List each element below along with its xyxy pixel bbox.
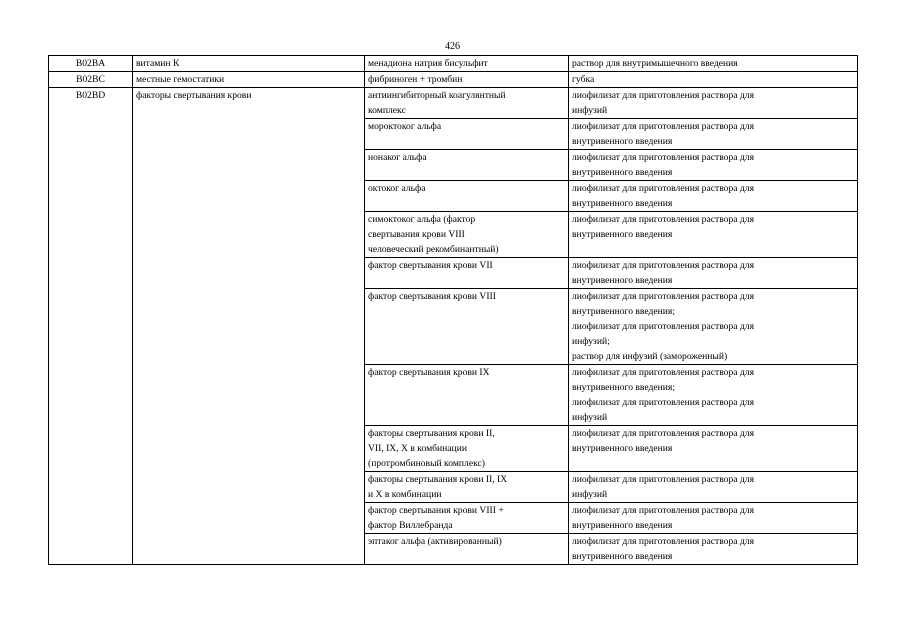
atc-group: витамин К	[133, 56, 365, 72]
drug-name-line: симоктоког альфа (фактор	[368, 214, 476, 225]
dosage-form-line: раствор для инфузий (замороженный)	[572, 351, 728, 362]
dosage-form-line: лиофилизат для приготовления раствора для	[572, 90, 754, 101]
dosage-form-line: лиофилизат для приготовления раствора для	[572, 321, 754, 332]
drug-name	[365, 119, 569, 150]
drug-name	[365, 88, 569, 119]
drug-name	[365, 472, 569, 503]
dosage-form-line: лиофилизат для приготовления раствора для	[572, 536, 754, 547]
atc-group: факторы свертывания крови	[133, 88, 365, 565]
drug-name-line: факторы свертывания крови II, IX	[368, 474, 508, 485]
dosage-form-line: внутривенного введения	[572, 198, 673, 209]
dosage-form-line: инфузий;	[572, 336, 610, 347]
drug-name-line: и X в комбинации	[368, 489, 442, 500]
dosage-form	[569, 212, 858, 258]
dosage-form	[569, 472, 858, 503]
dosage-form-line: лиофилизат для приготовления раствора для	[572, 367, 754, 378]
dosage-form-line: лиофилизат для приготовления раствора для	[572, 260, 754, 271]
drug-name	[365, 150, 569, 181]
dosage-form	[569, 426, 858, 472]
dosage-form	[569, 181, 858, 212]
drug-name	[365, 181, 569, 212]
atc-code: B02BC	[49, 72, 133, 88]
dosage-form-line: раствор для внутримышечного введения	[572, 58, 738, 69]
atc-code: B02BD	[49, 88, 133, 565]
page-number: 426	[445, 41, 460, 52]
atc-group: местные гемостатики	[133, 72, 365, 88]
drug-name-line: свертывания крови VIII	[368, 229, 465, 240]
drug-name-line: мороктоког альфа	[368, 121, 442, 132]
dosage-form-line: внутривенного введения	[572, 520, 673, 531]
drug-name-line: фактор Виллебранда	[368, 520, 453, 531]
drug-name-line: фактор свертывания крови IX	[368, 367, 490, 378]
drug-name-line: октоког альфа	[368, 183, 426, 194]
drug-name-line: фибриноген + тромбин	[368, 74, 463, 85]
dosage-form-line: внутривенного введения	[572, 443, 673, 454]
dosage-form	[569, 72, 858, 88]
dosage-form-line: лиофилизат для приготовления раствора для	[572, 152, 754, 163]
drug-name-line: факторы свертывания крови II,	[368, 428, 495, 439]
dosage-form-line: внутривенного введения	[572, 229, 673, 240]
atc-code: B02BA	[49, 56, 133, 72]
dosage-form-line: лиофилизат для приготовления раствора для	[572, 397, 754, 408]
dosage-form-line: внутривенного введения	[572, 167, 673, 178]
dosage-form-line: лиофилизат для приготовления раствора для	[572, 505, 754, 516]
drug-name	[365, 534, 569, 565]
dosage-form	[569, 258, 858, 289]
drug-name	[365, 365, 569, 426]
drug-name	[365, 289, 569, 365]
dosage-form	[569, 88, 858, 119]
dosage-form	[569, 119, 858, 150]
drug-name-line: фактор свертывания крови VII	[368, 260, 493, 271]
dosage-form-line: лиофилизат для приготовления раствора для	[572, 183, 754, 194]
drug-name-line: менадиона натрия бисульфит	[368, 58, 488, 69]
dosage-form	[569, 503, 858, 534]
dosage-form-line: внутривенного введения	[572, 136, 673, 147]
dosage-form-line: внутривенного введения	[572, 551, 673, 562]
drug-name	[365, 426, 569, 472]
drug-name	[365, 258, 569, 289]
drug-name-line: фактор свертывания крови VIII	[368, 291, 496, 302]
drug-name-line: фактор свертывания крови VIII +	[368, 505, 504, 516]
dosage-form	[569, 150, 858, 181]
dosage-form-line: внутривенного введения	[572, 275, 673, 286]
dosage-form-line: внутривенного введения;	[572, 306, 676, 317]
drug-name-line: нонаког альфа	[368, 152, 427, 163]
dosage-form	[569, 534, 858, 565]
dosage-form-line: внутривенного введения;	[572, 382, 676, 393]
drug-name-line: человеческий рекомбинантный)	[368, 244, 499, 255]
drug-name-line: VII, IX, X в комбинации	[368, 443, 467, 454]
dosage-form-line: лиофилизат для приготовления раствора для	[572, 428, 754, 439]
dosage-form	[569, 289, 858, 365]
dosage-form-line: инфузий	[572, 412, 608, 423]
table-row	[49, 88, 858, 119]
drug-name-line: антиингибиторный коагулянтный	[368, 90, 506, 101]
drug-name-line: эптаког альфа (активированный)	[368, 536, 502, 547]
drug-name	[365, 212, 569, 258]
dosage-form-line: лиофилизат для приготовления раствора для	[572, 291, 754, 302]
drug-name-line: (протромбиновый комплекс)	[368, 458, 485, 469]
table-row	[49, 56, 858, 72]
dosage-form-line: губка	[572, 74, 595, 85]
dosage-form-line: лиофилизат для приготовления раствора для	[572, 121, 754, 132]
drug-name-line: комплекс	[368, 105, 406, 116]
dosage-form	[569, 56, 858, 72]
table-row	[49, 72, 858, 88]
drug-table	[48, 55, 858, 565]
drug-name	[365, 72, 569, 88]
drug-name	[365, 503, 569, 534]
dosage-form-line: инфузий	[572, 489, 608, 500]
dosage-form-line: инфузий	[572, 105, 608, 116]
dosage-form-line: лиофилизат для приготовления раствора для	[572, 474, 754, 485]
dosage-form	[569, 365, 858, 426]
dosage-form-line: лиофилизат для приготовления раствора для	[572, 214, 754, 225]
drug-name	[365, 56, 569, 72]
